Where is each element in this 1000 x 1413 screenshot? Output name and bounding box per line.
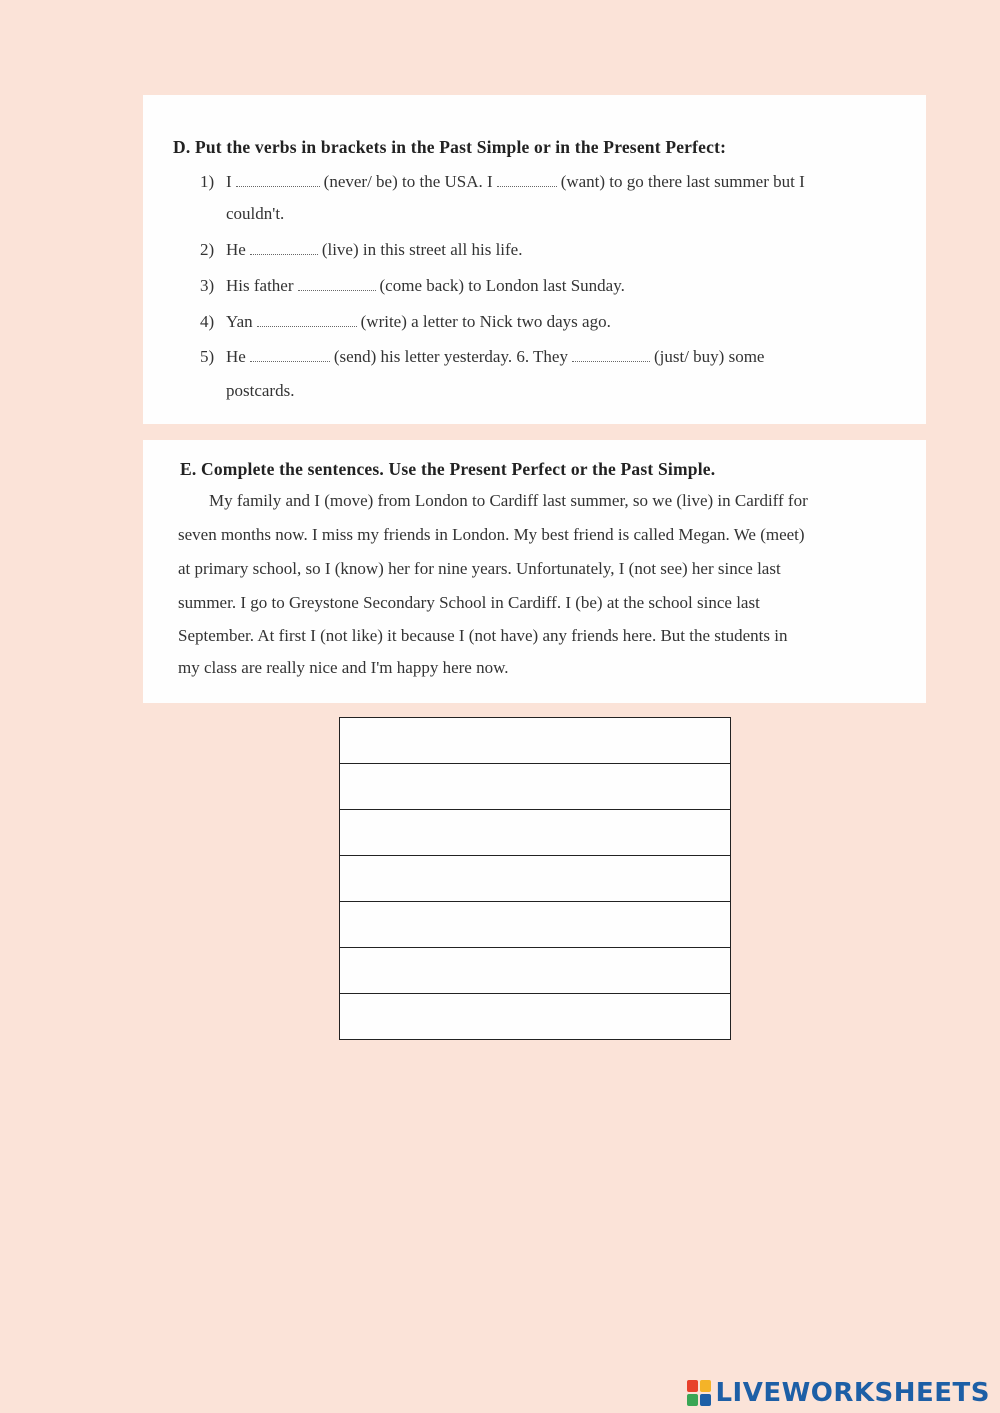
- exercise-d-item-3: 3) His father (come back) to London last Sunday.: [200, 276, 625, 295]
- exercise-d-item-1: 1) I (never/ be) to the USA. I (want) to go there last summer but I: [200, 172, 805, 191]
- exercise-e-heading: E. Complete the sentences. Use the Present Perfect or the Past Simple.: [180, 459, 716, 479]
- answer-input-cell[interactable]: [340, 994, 731, 1040]
- answer-blank[interactable]: [298, 276, 376, 291]
- exercise-d-item-1-continuation: couldn't.: [226, 204, 285, 223]
- liveworksheets-brand: [687, 1378, 990, 1408]
- exercise-d-card: [143, 95, 926, 424]
- exercise-e-paragraph-line: summer. I go to Greystone Secondary School in Cardiff. I (be) at the school since last: [178, 593, 760, 612]
- answer-row: [340, 994, 731, 1040]
- answer-blank[interactable]: [572, 347, 650, 362]
- answer-blank[interactable]: [497, 172, 557, 187]
- answer-row: [340, 902, 731, 948]
- exercise-e-paragraph-line: My family and I (move) from London to Cardiff last summer, so we (live) in Cardiff for: [209, 491, 808, 510]
- answer-blank[interactable]: [250, 347, 330, 362]
- exercise-d-heading: D. Put the verbs in brackets in the Past Simple or in the Present Perfect:: [173, 137, 727, 157]
- exercise-e-paragraph-line: seven months now. I miss my friends in London. My best friend is called Megan. We (meet): [178, 525, 805, 544]
- answer-blank[interactable]: [250, 240, 318, 255]
- exercise-d-item-5: 5) He (send) his letter yesterday. 6. They (just/ buy) some: [200, 347, 765, 366]
- exercise-e-card: [143, 440, 926, 703]
- answer-row: [340, 718, 731, 764]
- answer-row: [340, 856, 731, 902]
- answer-input-cell[interactable]: [340, 948, 731, 994]
- exercise-d-item-5-continuation: postcards.: [226, 381, 295, 400]
- answer-row: [340, 810, 731, 856]
- answer-blank[interactable]: [236, 172, 320, 187]
- exercise-e-paragraph-line: at primary school, so I (know) her for nine years. Unfortunately, I (not see) her since last: [178, 559, 781, 578]
- answer-input-cell[interactable]: [340, 856, 731, 902]
- exercise-d-item-2: 2) He (live) in this street all his life.: [200, 240, 523, 259]
- answer-input-cell[interactable]: [340, 718, 731, 764]
- answer-input-cell[interactable]: [340, 902, 731, 948]
- answer-blank[interactable]: [257, 312, 357, 327]
- liveworksheets-logo-icon: [687, 1380, 711, 1406]
- answer-row: [340, 948, 731, 994]
- answer-table: [339, 717, 731, 1040]
- brand-name: LIVEWORKSHEETS: [715, 1378, 990, 1408]
- answer-row: [340, 764, 731, 810]
- exercise-d-item-4: 4) Yan (write) a letter to Nick two days ago.: [200, 312, 611, 331]
- exercise-e-paragraph-line: my class are really nice and I'm happy here now.: [178, 658, 509, 677]
- answer-input-cell[interactable]: [340, 764, 731, 810]
- exercise-e-paragraph-line: September. At first I (not like) it because I (not have) any friends here. But the students in: [178, 626, 788, 645]
- answer-input-cell[interactable]: [340, 810, 731, 856]
